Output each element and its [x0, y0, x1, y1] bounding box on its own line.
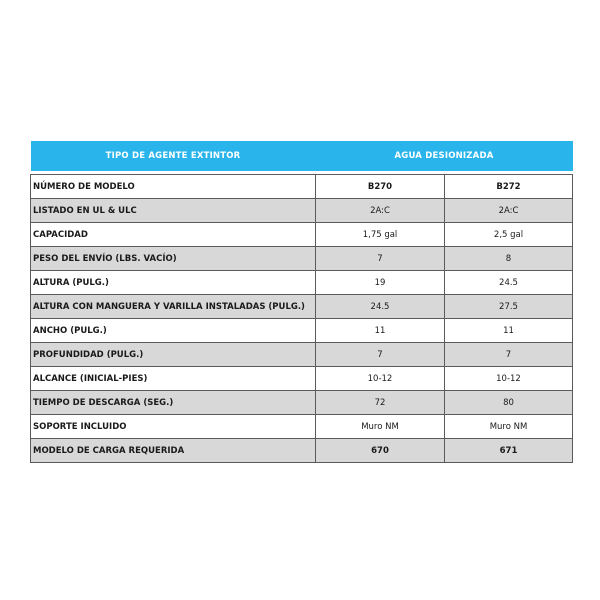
- row-label: LISTADO EN UL & ULC: [31, 199, 316, 223]
- table-row: [31, 199, 573, 223]
- spec-table: [30, 141, 573, 463]
- cell-b270: B270: [316, 175, 445, 199]
- cell-b272: 2,5 gal: [445, 223, 573, 247]
- cell-b270: 10-12: [316, 367, 445, 391]
- cell-b270: 7: [316, 343, 445, 367]
- table-header: [31, 141, 573, 175]
- table-row: [31, 415, 573, 439]
- cell-b270: 19: [316, 271, 445, 295]
- header-agent-value: AGUA DESIONIZADA: [316, 141, 573, 171]
- cell-b270: Muro NM: [316, 415, 445, 439]
- cell-b270: 24.5: [316, 295, 445, 319]
- cell-b272: 11: [445, 319, 573, 343]
- row-label: ANCHO (PULG.): [31, 319, 316, 343]
- table-row: [31, 175, 573, 199]
- row-label: SOPORTE INCLUIDO: [31, 415, 316, 439]
- cell-b272: 8: [445, 247, 573, 271]
- cell-b272: 10-12: [445, 367, 573, 391]
- row-label: TIEMPO DE DESCARGA (SEG.): [31, 391, 316, 415]
- cell-b270: 11: [316, 319, 445, 343]
- cell-b272: 671: [445, 439, 573, 463]
- cell-b270: 670: [316, 439, 445, 463]
- cell-b272: 27.5: [445, 295, 573, 319]
- row-label: MODELO DE CARGA REQUERIDA: [31, 439, 316, 463]
- table-row: [31, 343, 573, 367]
- cell-b272: 80: [445, 391, 573, 415]
- cell-b270: 1,75 gal: [316, 223, 445, 247]
- cell-b270: 72: [316, 391, 445, 415]
- cell-b272: 2A:C: [445, 199, 573, 223]
- table-row: [31, 295, 573, 319]
- table-row: [31, 271, 573, 295]
- cell-b270: 2A:C: [316, 199, 445, 223]
- row-label: CAPACIDAD: [31, 223, 316, 247]
- cell-b272: 24.5: [445, 271, 573, 295]
- cell-b272: 7: [445, 343, 573, 367]
- row-label: PROFUNDIDAD (PULG.): [31, 343, 316, 367]
- table-row: [31, 223, 573, 247]
- row-label: NÚMERO DE MODELO: [31, 175, 316, 199]
- cell-b270: 7: [316, 247, 445, 271]
- header-agent-type: TIPO DE AGENTE EXTINTOR: [31, 141, 316, 171]
- table-row: [31, 367, 573, 391]
- row-label: ALTURA CON MANGUERA Y VARILLA INSTALADAS (PULG.): [31, 295, 316, 319]
- row-label: ALTURA (PULG.): [31, 271, 316, 295]
- cell-b272: Muro NM: [445, 415, 573, 439]
- table-row: [31, 247, 573, 271]
- row-label: ALCANCE (INICIAL-PIES): [31, 367, 316, 391]
- row-label: PESO DEL ENVÍO (LBS. VACÍO): [31, 247, 316, 271]
- table-row: [31, 391, 573, 415]
- cell-b272: B272: [445, 175, 573, 199]
- table-row: [31, 439, 573, 463]
- table-row: [31, 319, 573, 343]
